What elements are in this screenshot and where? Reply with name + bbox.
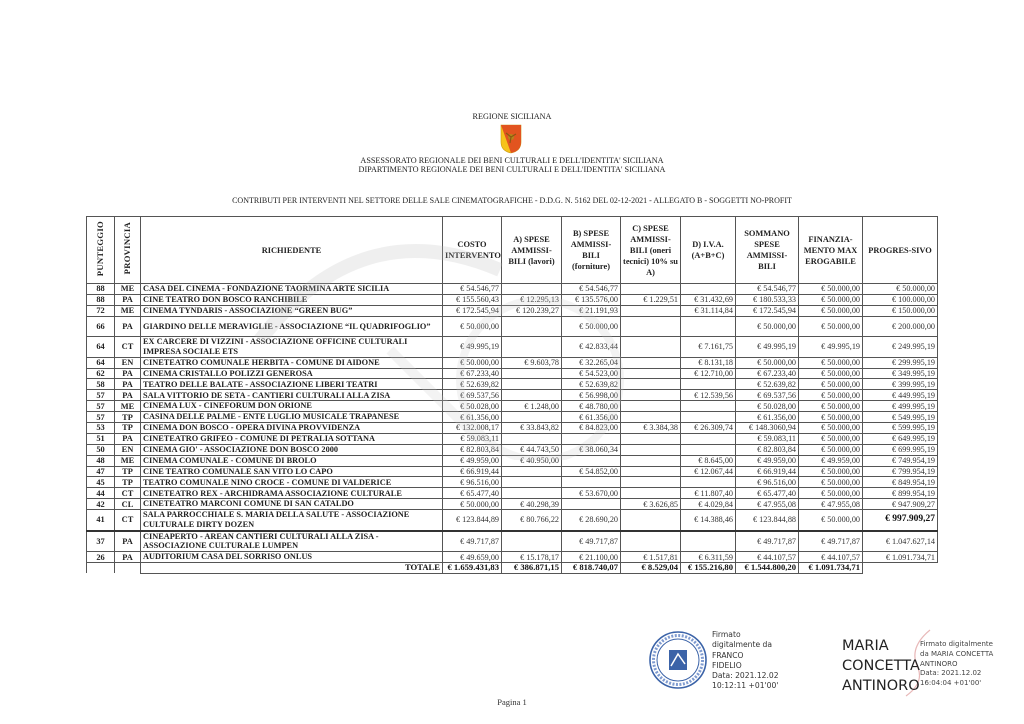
spese-oneri-cell	[621, 337, 681, 358]
costo-cell: € 50.000,00	[443, 316, 502, 337]
sommano-cell: € 65.477,40	[736, 488, 799, 499]
provincia-cell: TP	[115, 466, 141, 477]
costo-cell: € 49.659,00	[443, 552, 502, 563]
punteggio-cell: 50	[87, 444, 115, 455]
richiedente-cell: CINETEATRO REX - ARCHIDRAMA ASSOCIAZIONE CULTURALE	[141, 488, 443, 499]
contributions-table	[86, 216, 938, 574]
progressivo-cell: € 249.995,19	[863, 337, 938, 358]
spese-forniture-cell	[562, 477, 621, 488]
sommano-cell: € 49.717,87	[736, 531, 799, 552]
spese-lavori-cell: € 1.248,00	[502, 401, 562, 412]
spese-lavori-cell	[502, 433, 562, 444]
document-title: CONTRIBUTI PER INTERVENTI NEL SETTORE DELLE SALE CINEMATOGRAFICHE - D.D.G. N. 5162 DEL 02-12-2021 - ALLEGATO B - SOGGETTI NO-PROFIT	[232, 196, 792, 205]
sommano-cell: € 50.000,00	[736, 316, 799, 337]
table-row	[87, 552, 938, 563]
provincia-cell: PA	[115, 294, 141, 305]
sommano-cell: € 66.919,44	[736, 466, 799, 477]
sommano-cell: € 180.533,33	[736, 294, 799, 305]
iva-cell	[681, 444, 736, 455]
sommano-cell: € 69.537,56	[736, 390, 799, 401]
progressivo-cell: € 699.995,19	[863, 444, 938, 455]
costo-cell: € 52.639,82	[443, 379, 502, 390]
costo-cell: € 59.083,11	[443, 433, 502, 444]
sommano-cell: € 49.995,19	[736, 337, 799, 358]
sommano-cell: € 96.516,00	[736, 477, 799, 488]
iva-cell	[681, 316, 736, 337]
costo-cell: € 50.000,00	[443, 357, 502, 368]
totals-row	[87, 563, 938, 574]
spese-oneri-cell	[621, 316, 681, 337]
spese-forniture-cell: € 28.690,20	[562, 510, 621, 531]
spese-forniture-cell	[562, 499, 621, 510]
richiedente-cell: CINETEATRO MARCONI COMUNE DI SAN CATALDO	[141, 499, 443, 510]
iva-cell	[681, 412, 736, 423]
costo-cell: € 49.959,00	[443, 455, 502, 466]
finanziamento-cell: € 49.995,19	[799, 337, 863, 358]
richiedente-cell: CINE TEATRO DON BOSCO RANCHIBILE	[141, 294, 443, 305]
table-row	[87, 488, 938, 499]
provincia-cell: PA	[115, 390, 141, 401]
finanziamento-cell: € 50.000,00	[799, 390, 863, 401]
punteggio-cell: 44	[87, 488, 115, 499]
spese-lavori-cell	[502, 412, 562, 423]
table-row	[87, 433, 938, 444]
iva-cell: € 8.645,00	[681, 455, 736, 466]
totals-empty-cell	[863, 563, 938, 574]
richiedente-cell: TEATRO DELLE BALATE - ASSOCIAZIONE LIBERI TEATRI	[141, 379, 443, 390]
sommano-cell: € 59.083,11	[736, 433, 799, 444]
iva-cell: € 12.539,56	[681, 390, 736, 401]
spese-lavori-cell	[502, 316, 562, 337]
progressivo-cell: € 449.995,19	[863, 390, 938, 401]
costo-cell: € 155.560,43	[443, 294, 502, 305]
spese-oneri-cell	[621, 510, 681, 531]
costo-cell: € 50.000,00	[443, 499, 502, 510]
col-header-spese-forniture[interactable]: B) SPESE AMMISSI-BILI (forniture)	[562, 217, 621, 284]
richiedente-cell: CINEMA LUX - CINEFORUM DON ORIONE	[141, 401, 443, 412]
col-header-finanziamento[interactable]: FINANZIA-MENTO MAX EROGABILE	[799, 217, 863, 284]
richiedente-cell: CINETEATRO COMUNALE HERBITA - COMUNE DI AIDONE	[141, 357, 443, 368]
costo-cell: € 66.919,44	[443, 466, 502, 477]
progressivo-cell: € 997.909,27	[863, 510, 938, 531]
richiedente-cell: CINEMA GIO' - ASSOCIAZIONE DON BOSCO 2000	[141, 444, 443, 455]
punteggio-cell: 88	[87, 284, 115, 295]
iva-cell: € 7.161,75	[681, 337, 736, 358]
provincia-cell: PA	[115, 316, 141, 337]
punteggio-cell: 58	[87, 379, 115, 390]
spese-forniture-cell: € 32.265,04	[562, 357, 621, 368]
table-row	[87, 357, 938, 368]
provincia-cell: CT	[115, 337, 141, 358]
richiedente-cell: CINETEATRO GRIFEO - COMUNE DI PETRALIA SOTTANA	[141, 433, 443, 444]
sommano-cell: € 47.955,08	[736, 499, 799, 510]
spese-oneri-cell	[621, 444, 681, 455]
spese-oneri-cell	[621, 368, 681, 379]
finanziamento-cell: € 50.000,00	[799, 284, 863, 295]
progressivo-cell: € 649.995,19	[863, 433, 938, 444]
richiedente-cell: CINEAPERTO - AREAN CANTIERI CULTURALI ALLA ZISA - ASSOCIAZIONE CULTURALE LUMPEN	[141, 531, 443, 552]
punteggio-cell: 57	[87, 401, 115, 412]
richiedente-cell: TEATRO COMUNALE NINO CROCE - COMUNE DI VALDERICE	[141, 477, 443, 488]
table-row	[87, 390, 938, 401]
punteggio-cell: 45	[87, 477, 115, 488]
spese-forniture-cell: € 54.546,77	[562, 284, 621, 295]
col-header-punteggio[interactable]: PUNTEGGIO	[87, 217, 115, 284]
total-costo: € 1.659.431,83	[443, 563, 502, 574]
spese-forniture-cell: € 52.639,82	[562, 379, 621, 390]
total-spese-forniture: € 818.740,07	[562, 563, 621, 574]
provincia-cell: EN	[115, 357, 141, 368]
table-row	[87, 294, 938, 305]
costo-cell: € 54.546,77	[443, 284, 502, 295]
spese-lavori-cell: € 120.239,27	[502, 305, 562, 316]
costo-cell: € 82.803,84	[443, 444, 502, 455]
provincia-cell: TP	[115, 423, 141, 434]
costo-cell: € 65.477,40	[443, 488, 502, 499]
punteggio-cell: 66	[87, 316, 115, 337]
col-header-costo[interactable]: COSTO INTERVENTO	[443, 217, 502, 284]
spese-oneri-cell	[621, 412, 681, 423]
table-row	[87, 531, 938, 552]
spese-oneri-cell: € 3.384,38	[621, 423, 681, 434]
table-row	[87, 379, 938, 390]
totals-empty-cell	[87, 563, 115, 574]
table-row	[87, 284, 938, 295]
provincia-cell: EN	[115, 444, 141, 455]
spese-oneri-cell	[621, 433, 681, 444]
progressivo-cell: € 749.954,19	[863, 455, 938, 466]
progressivo-cell: € 50.000,00	[863, 284, 938, 295]
punteggio-cell: 51	[87, 433, 115, 444]
progressivo-cell: € 499.995,19	[863, 401, 938, 412]
spese-forniture-cell: € 84.823,00	[562, 423, 621, 434]
progressivo-cell: € 899.954,19	[863, 488, 938, 499]
table-row	[87, 368, 938, 379]
table-row	[87, 455, 938, 466]
richiedente-cell: CINEMA TYNDARIS - ASSOCIAZIONE “GREEN BUG”	[141, 305, 443, 316]
spese-forniture-cell: € 61.356,00	[562, 412, 621, 423]
spese-lavori-cell: € 40.298,39	[502, 499, 562, 510]
spese-oneri-cell	[621, 488, 681, 499]
spese-forniture-cell: € 56.998,00	[562, 390, 621, 401]
iva-cell	[681, 433, 736, 444]
richiedente-cell: SALA PARROCCHIALE S. MARIA DELLA SALUTE - ASSOCIAZIONE CULTURALE DIRTY DOZEN	[141, 510, 443, 531]
spese-forniture-cell	[562, 455, 621, 466]
progressivo-cell: € 1.047.627,14	[863, 531, 938, 552]
spese-oneri-cell	[621, 305, 681, 316]
costo-cell: € 49.995,19	[443, 337, 502, 358]
costo-cell: € 132.008,17	[443, 423, 502, 434]
iva-cell	[681, 379, 736, 390]
sommano-cell: € 82.803,84	[736, 444, 799, 455]
punteggio-cell: 42	[87, 499, 115, 510]
spese-oneri-cell	[621, 379, 681, 390]
punteggio-cell: 26	[87, 552, 115, 563]
finanziamento-cell: € 49.717,87	[799, 531, 863, 552]
spese-oneri-cell: € 3.626,85	[621, 499, 681, 510]
table-row	[87, 423, 938, 434]
provincia-cell: PA	[115, 368, 141, 379]
table-row	[87, 510, 938, 531]
spese-lavori-cell	[502, 368, 562, 379]
spese-oneri-cell	[621, 284, 681, 295]
progressivo-cell: € 349.995,19	[863, 368, 938, 379]
col-header-iva[interactable]: D) I.V.A. (A+B+C)	[681, 217, 736, 284]
iva-cell: € 14.388,46	[681, 510, 736, 531]
punteggio-cell: 41	[87, 510, 115, 531]
progressivo-cell: € 1.091.734,71	[863, 552, 938, 563]
iva-cell: € 6.311,59	[681, 552, 736, 563]
table-row	[87, 305, 938, 316]
spese-forniture-cell: € 48.780,00	[562, 401, 621, 412]
finanziamento-cell: € 50.000,00	[799, 488, 863, 499]
provincia-cell: CT	[115, 488, 141, 499]
spese-forniture-cell: € 135.576,00	[562, 294, 621, 305]
provincia-cell: ME	[115, 455, 141, 466]
col-header-spese-lavori[interactable]: A) SPESE AMMISSI-BILI (lavori)	[502, 217, 562, 284]
spese-oneri-cell	[621, 390, 681, 401]
punteggio-cell: 88	[87, 294, 115, 305]
col-header-richiedente[interactable]: RICHIEDENTE	[141, 217, 443, 284]
progressivo-cell: € 150.000,00	[863, 305, 938, 316]
col-header-progressivo[interactable]: PROGRES-SIVO	[863, 217, 938, 284]
finanziamento-cell: € 50.000,00	[799, 433, 863, 444]
progressivo-cell: € 100.000,00	[863, 294, 938, 305]
spese-lavori-cell	[502, 466, 562, 477]
provincia-cell: CL	[115, 499, 141, 510]
finanziamento-cell: € 50.000,00	[799, 401, 863, 412]
sommano-cell: € 172.545,94	[736, 305, 799, 316]
richiedente-cell: CINE TEATRO COMUNALE SAN VITO LO CAPO	[141, 466, 443, 477]
iva-cell: € 12.710,00	[681, 368, 736, 379]
finanziamento-cell: € 50.000,00	[799, 477, 863, 488]
finanziamento-cell: € 47.955,08	[799, 499, 863, 510]
finanziamento-cell: € 49.959,00	[799, 455, 863, 466]
costo-cell: € 123.844,89	[443, 510, 502, 531]
progressivo-cell: € 599.995,19	[863, 423, 938, 434]
costo-cell: € 50.028,00	[443, 401, 502, 412]
punteggio-cell: 72	[87, 305, 115, 316]
provincia-cell: ME	[115, 305, 141, 316]
table-row	[87, 401, 938, 412]
progressivo-cell: € 200.000,00	[863, 316, 938, 337]
iva-cell	[681, 531, 736, 552]
signature-franco-fidelio: Firmato digitalmente da FRANCO FIDELIO Data: 2021.12.02 10:12:11 +01'00'	[712, 630, 779, 691]
spese-oneri-cell	[621, 455, 681, 466]
spese-oneri-cell	[621, 531, 681, 552]
sommano-cell: € 67.233,40	[736, 368, 799, 379]
totals-empty-cell	[115, 563, 141, 574]
spese-forniture-cell: € 21.100,00	[562, 552, 621, 563]
spese-forniture-cell: € 50.000,00	[562, 316, 621, 337]
provincia-cell: ME	[115, 284, 141, 295]
spese-forniture-cell	[562, 433, 621, 444]
spese-lavori-cell	[502, 284, 562, 295]
table-row	[87, 466, 938, 477]
richiedente-cell: CASA DEL CINEMA - FONDAZIONE TAORMINA ARTE SICILIA	[141, 284, 443, 295]
provincia-cell: TP	[115, 412, 141, 423]
richiedente-cell: CASINA DELLE PALME - ENTE LUGLIO MUSICALE TRAPANESE	[141, 412, 443, 423]
progressivo-cell: € 399.995,19	[863, 379, 938, 390]
punteggio-cell: 57	[87, 390, 115, 401]
spese-lavori-cell	[502, 477, 562, 488]
spese-forniture-cell: € 54.852,00	[562, 466, 621, 477]
spese-forniture-cell: € 53.670,00	[562, 488, 621, 499]
finanziamento-cell: € 50.000,00	[799, 294, 863, 305]
punteggio-cell: 62	[87, 368, 115, 379]
regione-siciliana-seal-icon	[648, 630, 708, 690]
spese-forniture-cell: € 42.833,44	[562, 337, 621, 358]
table-row	[87, 337, 938, 358]
provincia-cell: TP	[115, 477, 141, 488]
spese-lavori-cell	[502, 379, 562, 390]
sicily-coat-of-arms-icon	[500, 124, 522, 154]
spese-oneri-cell: € 1.517,81	[621, 552, 681, 563]
spese-lavori-cell: € 80.766,22	[502, 510, 562, 531]
col-header-provincia[interactable]: PROVINCIA	[115, 217, 141, 284]
finanziamento-cell: € 50.000,00	[799, 357, 863, 368]
col-header-sommano[interactable]: SOMMANO SPESE AMMISSI-BILI	[736, 217, 799, 284]
punteggio-cell: 48	[87, 455, 115, 466]
punteggio-cell: 47	[87, 466, 115, 477]
spese-lavori-cell	[502, 390, 562, 401]
finanziamento-cell: € 50.000,00	[799, 368, 863, 379]
iva-cell: € 11.807,40	[681, 488, 736, 499]
spese-forniture-cell: € 49.717,87	[562, 531, 621, 552]
table-row	[87, 477, 938, 488]
finanziamento-cell: € 50.000,00	[799, 412, 863, 423]
progressivo-cell: € 549.995,19	[863, 412, 938, 423]
punteggio-cell: 57	[87, 412, 115, 423]
progressivo-cell: € 799.954,19	[863, 466, 938, 477]
total-finanziamento: € 1.091.734,71	[799, 563, 863, 574]
punteggio-cell: 53	[87, 423, 115, 434]
spese-lavori-cell	[502, 488, 562, 499]
totals-label: TOTALE	[141, 563, 443, 574]
spese-oneri-cell	[621, 401, 681, 412]
table-row	[87, 444, 938, 455]
provincia-cell: CT	[115, 510, 141, 531]
spese-lavori-cell	[502, 531, 562, 552]
spese-forniture-cell: € 54.523,00	[562, 368, 621, 379]
richiedente-cell: CINEMA CRISTALLO POLIZZI GENEROSA	[141, 368, 443, 379]
punteggio-cell: 37	[87, 531, 115, 552]
sommano-cell: € 52.639,82	[736, 379, 799, 390]
iva-cell: € 8.131,18	[681, 357, 736, 368]
dipartimento-heading: DIPARTIMENTO REGIONALE DEI BENI CULTURALI E DELL'IDENTITA' SICILIANA	[358, 165, 666, 174]
sommano-cell: € 61.356,00	[736, 412, 799, 423]
spese-oneri-cell: € 1.229,51	[621, 294, 681, 305]
iva-cell: € 4.029,84	[681, 499, 736, 510]
sommano-cell: € 148.3060,94	[736, 423, 799, 434]
spese-forniture-cell: € 21.191,93	[562, 305, 621, 316]
table-row	[87, 499, 938, 510]
spese-lavori-cell: € 15.178,17	[502, 552, 562, 563]
finanziamento-cell: € 50.000,00	[799, 466, 863, 477]
spese-lavori-cell: € 44.743,50	[502, 444, 562, 455]
costo-cell: € 69.537,56	[443, 390, 502, 401]
provincia-cell: ME	[115, 401, 141, 412]
assessorato-heading: ASSESSORATO REGIONALE DEI BENI CULTURALI E DELL'IDENTITA' SICILIANA	[360, 156, 664, 165]
sommano-cell: € 50.000,00	[736, 357, 799, 368]
spese-lavori-cell	[502, 337, 562, 358]
spese-lavori-cell: € 40.950,00	[502, 455, 562, 466]
sommano-cell: € 54.546,77	[736, 284, 799, 295]
provincia-cell: PA	[115, 379, 141, 390]
costo-cell: € 61.356,00	[443, 412, 502, 423]
sommano-cell: € 123.844,88	[736, 510, 799, 531]
iva-cell	[681, 401, 736, 412]
finanziamento-cell: € 50.000,00	[799, 510, 863, 531]
table-row	[87, 412, 938, 423]
sommano-cell: € 44.107,57	[736, 552, 799, 563]
iva-cell: € 26.309,74	[681, 423, 736, 434]
richiedente-cell: CINEMA COMUNALE - COMUNE DI BROLO	[141, 455, 443, 466]
iva-cell: € 31.114,84	[681, 305, 736, 316]
page-number: Pagina 1	[497, 697, 527, 707]
sommano-cell: € 50.028,00	[736, 401, 799, 412]
spese-forniture-cell: € 38.060,34	[562, 444, 621, 455]
finanziamento-cell: € 50.000,00	[799, 423, 863, 434]
total-iva: € 155.216,80	[681, 563, 736, 574]
spese-oneri-cell	[621, 477, 681, 488]
richiedente-cell: AUDITORIUM CASA DEL SORRISO ONLUS	[141, 552, 443, 563]
region-title: REGIONE SICILIANA	[472, 112, 552, 121]
finanziamento-cell: € 50.000,00	[799, 379, 863, 390]
finanziamento-cell: € 50.000,00	[799, 305, 863, 316]
spese-lavori-cell: € 12.295,13	[502, 294, 562, 305]
table-header-row	[87, 217, 938, 284]
costo-cell: € 172.545,94	[443, 305, 502, 316]
richiedente-cell: EX CARCERE DI VIZZINI - ASSOCIAZIONE OFFICINE CULTURALI IMPRESA SOCIALE ETS	[141, 337, 443, 358]
sommano-cell: € 49.959,00	[736, 455, 799, 466]
spese-oneri-cell	[621, 466, 681, 477]
spese-lavori-cell: € 9.603,78	[502, 357, 562, 368]
col-header-spese-oneri[interactable]: C) SPESE AMMISSI-BILI (oneri tecnici) 10% su A)	[621, 217, 681, 284]
progressivo-cell: € 947.909,27	[863, 499, 938, 510]
richiedente-cell: SALA VITTORIO DE SETA - CANTIERI CULTURALI ALLA ZISA	[141, 390, 443, 401]
finanziamento-cell: € 44.107,57	[799, 552, 863, 563]
spese-lavori-cell: € 33.843,82	[502, 423, 562, 434]
punteggio-cell: 64	[87, 357, 115, 368]
total-sommano: € 1.544.800,20	[736, 563, 799, 574]
iva-cell: € 12.067,44	[681, 466, 736, 477]
richiedente-cell: CINEMA DON BOSCO - OPERA DIVINA PROVVIDENZA	[141, 423, 443, 434]
punteggio-cell: 64	[87, 337, 115, 358]
richiedente-cell: GIARDINO DELLE MERAVIGLIE - ASSOCIAZIONE “IL QUADRIFOGLIO”	[141, 316, 443, 337]
provincia-cell: PA	[115, 433, 141, 444]
progressivo-cell: € 849.954,19	[863, 477, 938, 488]
spese-oneri-cell	[621, 357, 681, 368]
table-row	[87, 316, 938, 337]
total-spese-oneri: € 8.529,04	[621, 563, 681, 574]
signature-details-maria-concetta-antinoro: Firmato digitalmente da MARIA CONCETTA ANTINORO Data: 2021.12.02 16:04:04 +01'00'	[920, 640, 994, 688]
iva-cell	[681, 284, 736, 295]
iva-cell	[681, 477, 736, 488]
total-spese-lavori: € 386.871,15	[502, 563, 562, 574]
iva-cell: € 31.432,69	[681, 294, 736, 305]
signature-name-maria-concetta-antinoro: MARIA CONCETTA ANTINORO	[842, 638, 920, 694]
provincia-cell: PA	[115, 531, 141, 552]
progressivo-cell: € 299.995,19	[863, 357, 938, 368]
costo-cell: € 49.717,87	[443, 531, 502, 552]
finanziamento-cell: € 50.000,00	[799, 444, 863, 455]
costo-cell: € 96.516,00	[443, 477, 502, 488]
provincia-cell: PA	[115, 552, 141, 563]
costo-cell: € 67.233,40	[443, 368, 502, 379]
finanziamento-cell: € 50.000,00	[799, 316, 863, 337]
